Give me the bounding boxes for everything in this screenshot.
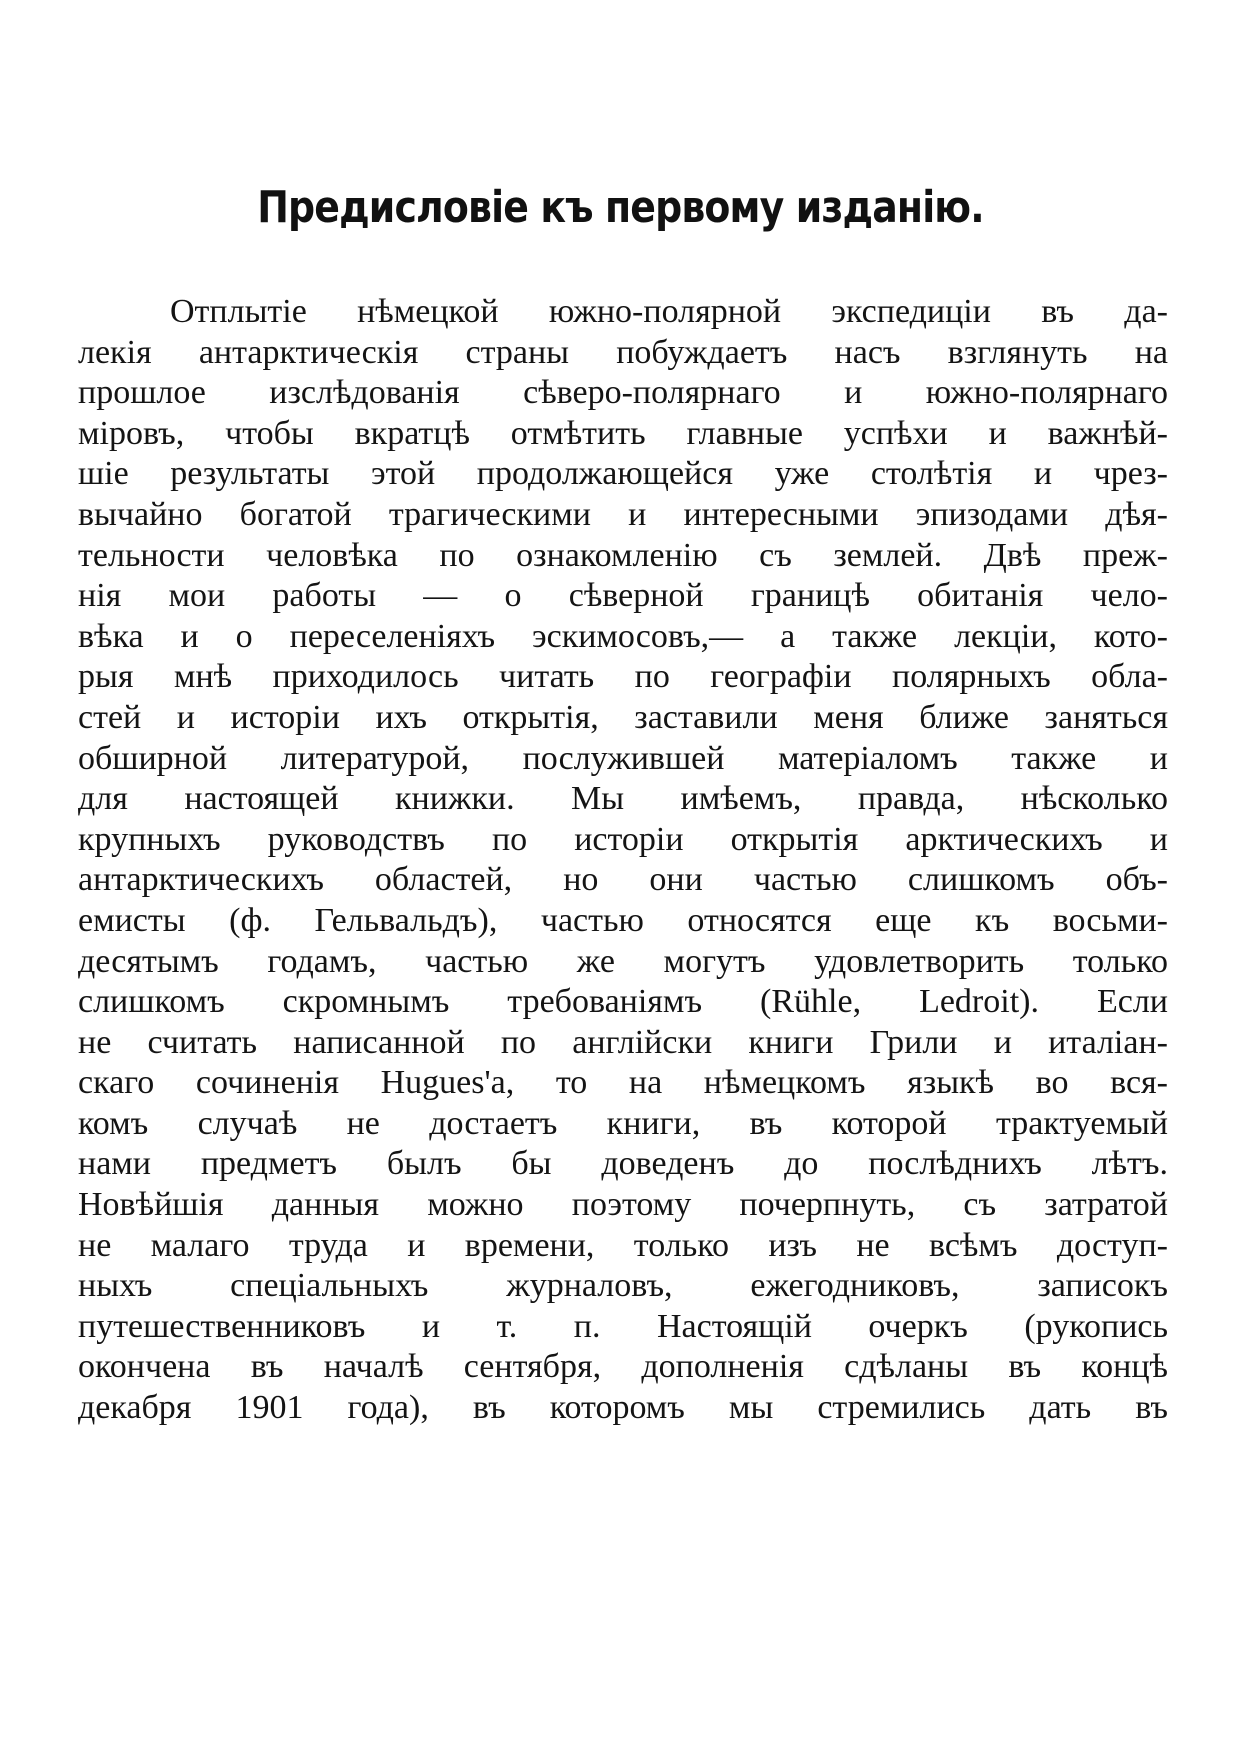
text-line: Новѣйшія данныя можно поэтому почерпнуть, съ затратой bbox=[78, 1186, 1168, 1224]
text-line: Отплытіе нѣмецкой южно-полярной экспедиціи въ да- bbox=[170, 293, 1168, 330]
text-line: стей и исторіи ихъ открытія, заставили меня ближе заняться bbox=[78, 698, 1168, 736]
text-line: лекія антарктическія страны побуждаетъ насъ взглянуть на bbox=[78, 333, 1168, 371]
text-line: обширной литературой, послужившей матеріаломъ также и bbox=[78, 739, 1168, 777]
text-line: комъ случаѣ не достаетъ книги, въ которой трактуемый bbox=[78, 1104, 1168, 1142]
text-line: ныхъ спеціальныхъ журналовъ, ежегодниковъ, записокъ bbox=[78, 1267, 1168, 1305]
page-title: Предисловіе къ первому изданію. bbox=[257, 182, 984, 233]
text-line: крупныхъ руководствъ по исторіи открытія арктическихъ и bbox=[78, 820, 1168, 858]
text-line: декабря 1901 года), въ которомъ мы стремились дать въ bbox=[78, 1389, 1168, 1427]
text-line: скаго сочиненія Hugues'а, то на нѣмецкомъ языкѣ во вся- bbox=[78, 1064, 1168, 1102]
text-line: для настоящей книжки. Мы имѣемъ, правда, нѣсколько bbox=[78, 780, 1168, 818]
text-line: вѣка и о переселеніяхъ эскимосовъ,— а также лекціи, кото- bbox=[78, 617, 1168, 655]
text-line: путешественниковъ и т. п. Настоящій очеркъ (рукопись bbox=[78, 1307, 1168, 1345]
text-line: десятымъ годамъ, частью же могутъ удовлетворить только bbox=[78, 942, 1168, 980]
text-line: міровъ, чтобы вкратцѣ отмѣтить главные успѣхи и важнѣй- bbox=[78, 414, 1168, 452]
text-line: не считать написанной по англійски книги Грили и италіан- bbox=[78, 1023, 1168, 1061]
text-line: нами предметъ былъ бы доведенъ до послѣднихъ лѣтъ. bbox=[78, 1145, 1168, 1183]
text-line: нія мои работы — о сѣверной границѣ обитанія чело- bbox=[78, 577, 1168, 615]
text-line: слишкомъ скромнымъ требованіямъ (Rühle, Ledroit). Если bbox=[78, 983, 1168, 1021]
text-line: емисты (ф. Гельвальдъ), частью относятся еще къ восьми- bbox=[78, 901, 1168, 939]
text-line: рыя мнѣ приходилось читать по географіи полярныхъ обла- bbox=[78, 658, 1168, 696]
text-line: не малаго труда и времени, только изъ не всѣмъ доступ- bbox=[78, 1226, 1168, 1264]
text-line: окончена въ началѣ сентября, дополненія сдѣланы въ концѣ bbox=[78, 1348, 1168, 1386]
text-line: тельности человѣка по ознакомленію съ землей. Двѣ преж- bbox=[78, 536, 1168, 574]
text-line: прошлое изслѣдованія сѣверо-полярнаго и южно-полярнаго bbox=[78, 374, 1168, 412]
text-line: вычайно богатой трагическими и интересными эпизодами дѣя- bbox=[78, 495, 1168, 533]
body-text bbox=[78, 292, 1168, 1429]
text-line: антарктическихъ областей, но они частью слишкомъ объ- bbox=[78, 861, 1168, 899]
text-line: шіе результаты этой продолжающейся уже столѣтія и чрез- bbox=[78, 455, 1168, 493]
